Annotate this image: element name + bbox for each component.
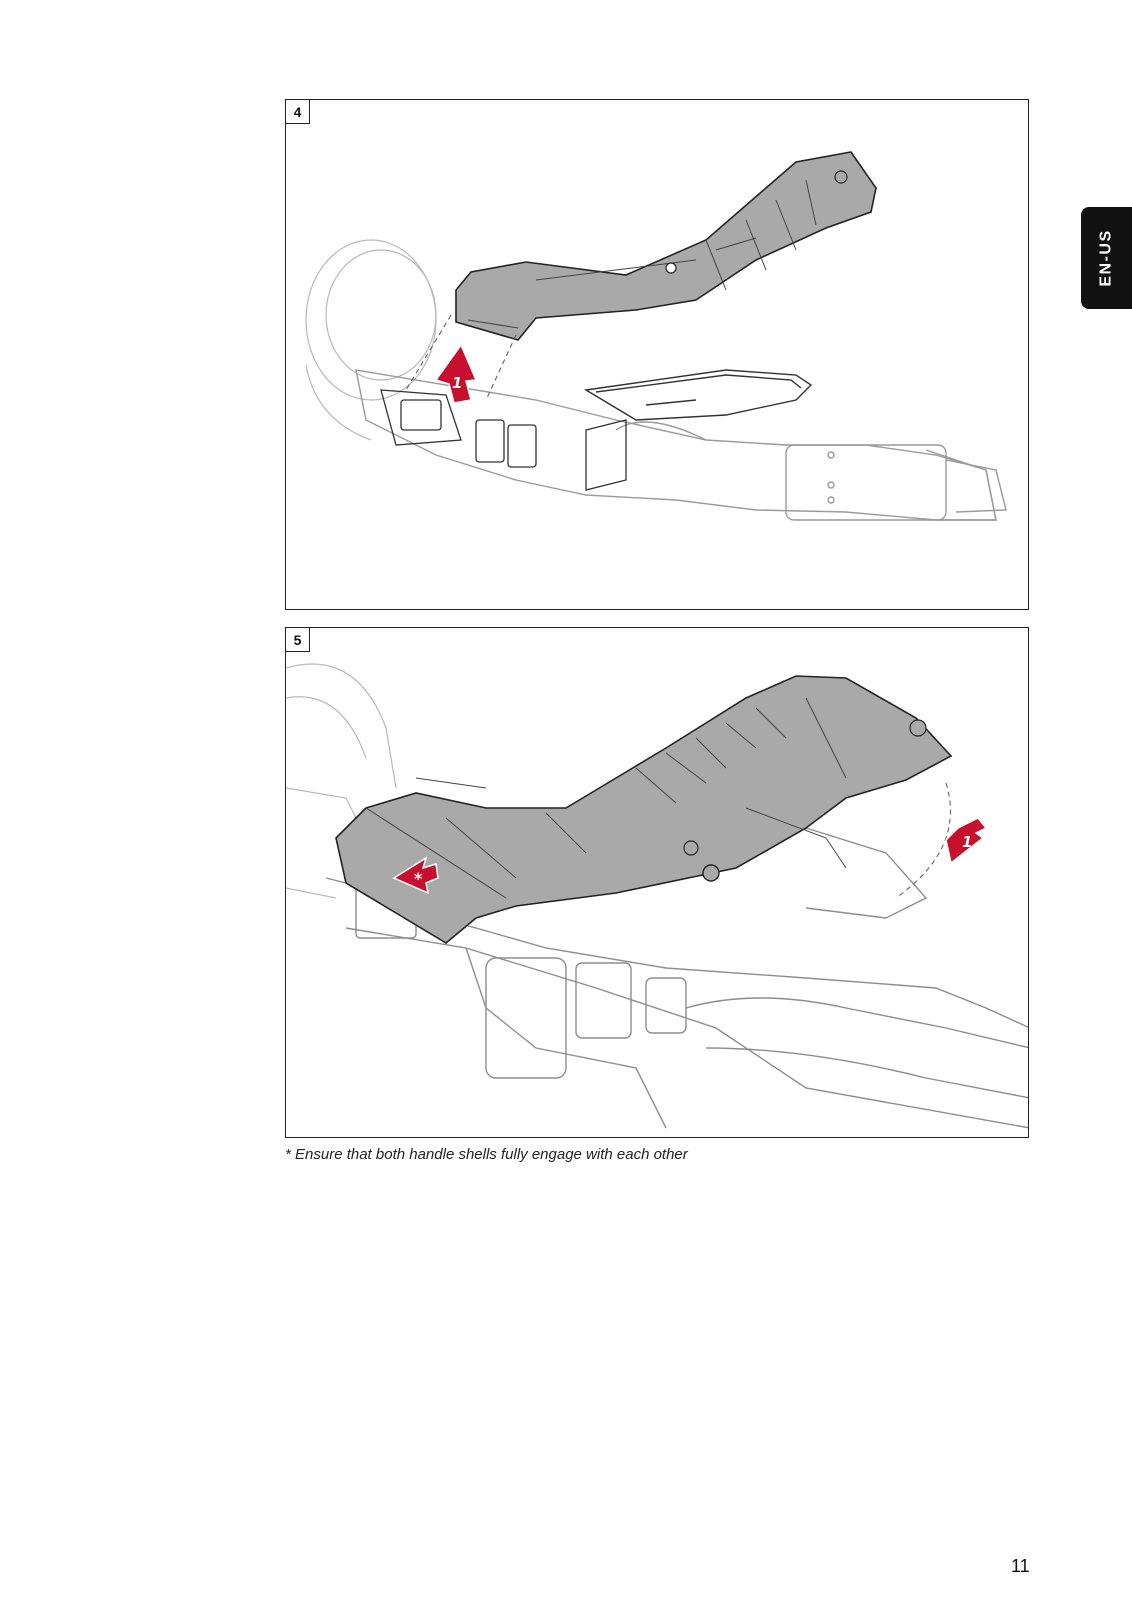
step-4-figure xyxy=(285,99,1029,610)
torch-handle-illustration-step-5 xyxy=(286,628,1029,1138)
upper-handle-shell xyxy=(456,152,876,340)
page-number: 11 xyxy=(1011,1556,1030,1576)
step-number: 4 xyxy=(286,100,310,124)
language-tab-label: EN-US xyxy=(1097,229,1115,287)
torch-handle-illustration-step-4 xyxy=(286,100,1029,610)
step-number: 5 xyxy=(286,628,310,652)
upper-handle-shell xyxy=(336,676,951,943)
arrow-asterisk-label: * xyxy=(414,869,423,888)
arrow-1-label: 1 xyxy=(962,833,973,851)
arrow-1-icon xyxy=(946,818,986,863)
figure-caption: * Ensure that both handle shells fully engage with each other xyxy=(285,1146,688,1163)
language-tab xyxy=(1081,207,1132,309)
arrow-1-label: 1 xyxy=(452,374,463,392)
step-5-figure xyxy=(285,627,1029,1138)
